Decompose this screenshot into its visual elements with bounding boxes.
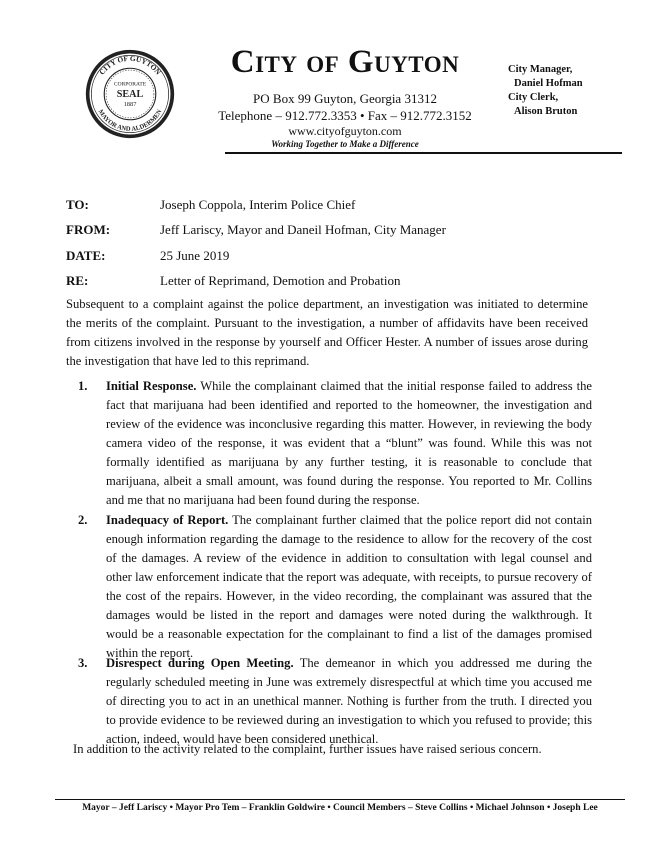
re-label: RE: <box>66 273 89 288</box>
closing-paragraph: In addition to the activity related to the complaint, further issues have raised serious concern. <box>73 742 542 756</box>
item-number: 3. <box>78 656 88 670</box>
list-item <box>78 511 592 663</box>
svg-text:CORPORATE: CORPORATE <box>113 81 147 88</box>
city-seal-logo <box>84 48 176 140</box>
item-heading: Inadequacy of Report. <box>106 513 229 527</box>
council-footer: Mayor – Jeff Lariscy • Mayor Pro Tem – Franklin Goldwire • Council Members – Steve Collins • Michael Johnson • Joseph Lee <box>82 803 598 813</box>
item-number: 1. <box>78 379 88 393</box>
to-value: Joseph Coppola, Interim Police Chief <box>160 197 356 212</box>
official-name: Daniel Hofman <box>514 78 583 89</box>
item-text: While the complainant claimed that the initial response failed to address the fact that marijuana had been identified and reported to the homeowner, the investigation and review of the evidence was inconclusive regarding this matter. However, in reviewing the body camera video of the response, it was evident that a “blunt” was found. While this was not formally identified as marijuana by any further testing, it is reasonable to conclude that marijuana, albeit a small amount, was found during the response. You reported to Mr. Collins and me that no marijuana had been found during the response. <box>106 379 593 507</box>
svg-text:1887: 1887 <box>123 100 137 108</box>
date-value: 25 June 2019 <box>160 248 230 263</box>
city-name-title: City of Guyton <box>230 44 460 80</box>
item-text: The demeanor in which you addressed me during the regularly scheduled meeting in June was extremely disrespectful at which time you accused me of directing you to act in an unethical manner. Nothing is further from the truth. I directed you to provide evidence to be reviewed during an investigation to which you refused to provide; this action, indeed, would have been considered unethical. <box>106 656 593 746</box>
svg-text:MAYOR AND ALDERMEN: MAYOR AND ALDERMEN <box>96 108 164 133</box>
re-value: Letter of Reprimand, Demotion and Probation <box>160 273 401 288</box>
svg-text:SEAL: SEAL <box>116 88 144 100</box>
footer-divider <box>55 799 625 800</box>
list-item <box>78 654 592 749</box>
website-link[interactable]: www.cityofguyton.com <box>288 124 402 138</box>
from-value: Jeff Lariscy, Mayor and Daneil Hofman, City Manager <box>160 222 446 237</box>
item-text: The complainant further claimed that the police report did not contain enough information regarding the damage to the residence to allow for the recovery of the cost of the damages. A review of the evidence in addition to consultation with legal counsel and other law enforcement indicate that the report was adequate, with receipts, to pursue recovery of the cost of the repairs. However, in the video recording, the complainant was assured that the damages would be listed in the report and damages were noted during the walkthrough. It would be a reasonable expectation for the complainant to find a list of the damages promised within the report. <box>106 513 592 660</box>
svg-text:CITY OF GUYTON: CITY OF GUYTON <box>97 53 163 77</box>
item-heading: Disrespect during Open Meeting. <box>106 656 294 670</box>
telephone-fax: Telephone – 912.772.3353 • Fax – 912.772.3152 <box>218 108 472 123</box>
date-label: DATE: <box>66 248 106 263</box>
intro-paragraph: Subsequent to a complaint against the police department, an investigation was initiated to determine the merits of the complaint. Pursuant to the investigation, a number of affidavits have been received from citizens involved in the response by yourself and Officer Hester. A number of issues arose during the investigation that have led to this reprimand. <box>66 297 588 368</box>
official-title: City Clerk, <box>508 92 559 103</box>
to-label: TO: <box>66 197 89 212</box>
city-motto: Working Together to Make a Difference <box>271 139 419 149</box>
from-label: FROM: <box>66 222 111 237</box>
list-item <box>78 377 592 510</box>
officials-list <box>508 63 618 119</box>
official-name: Alison Bruton <box>514 106 578 117</box>
item-number: 2. <box>78 513 88 527</box>
item-heading: Initial Response. <box>106 379 197 393</box>
header-divider <box>225 152 622 154</box>
official-title: City Manager, <box>508 64 573 75</box>
mailing-address: PO Box 99 Guyton, Georgia 31312 <box>253 91 437 106</box>
